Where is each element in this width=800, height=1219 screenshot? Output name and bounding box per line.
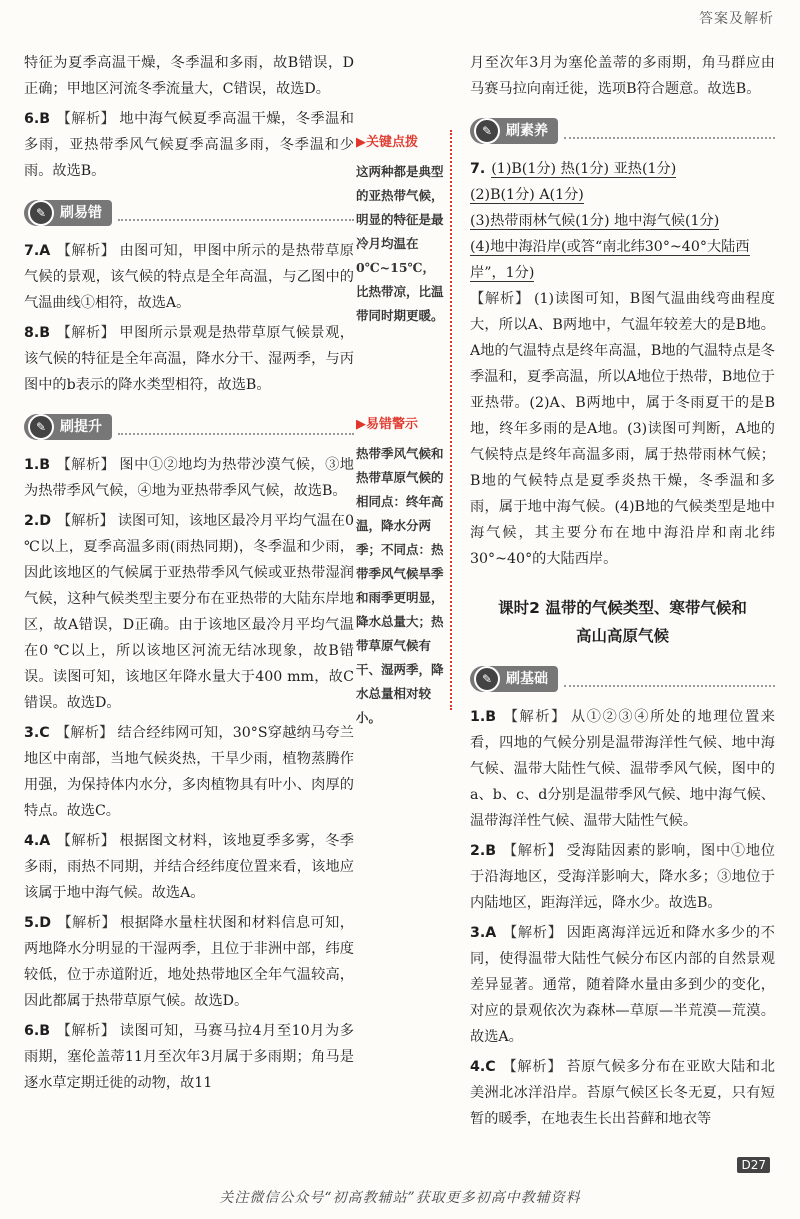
answer-number: 6.B: [24, 1023, 51, 1039]
answer-number: 2.B: [470, 843, 497, 859]
answer-text: 从①②③④所处的地理位置来看，四地的气候分别是温带海洋性气候、地中海气候、温带大陆性气候、温带季风气候，图中的a、b、c、d分别是温带季风气候、地中海气候、温带海洋性气候、温带大陆性气候。: [470, 709, 775, 829]
key-points-box: [356, 130, 446, 328]
answer-item: [24, 238, 354, 316]
answer-number: 7.: [470, 161, 486, 177]
lesson-title-line1: 课时2 温带的气候类型、寒带气候和: [498, 599, 747, 617]
analysis-tag: 【解析】: [56, 111, 116, 127]
answer-line: (4)地中海沿岸(或答“南北纬30°~40°大陆西岸”，1分): [470, 239, 750, 281]
arrow-icon: ▶: [356, 417, 366, 432]
section-title: 刷提升: [60, 419, 102, 435]
analysis-tag: 【解析】: [56, 457, 116, 473]
section-header: [470, 116, 775, 146]
key-points-text: 这两种都是典型的亚热带气候，明显的特征是最冷月均温在0℃~15℃，比热带凉，比温带同时期更暖。: [356, 164, 444, 323]
answer-text: 结合经纬网可知，30°S穿越纳马夸兰地区中南部，当地气候炎热，干旱少雨，植物蒸腾作用强，为保持体内水分，多肉植物具有叶小、肉厚的特点。故选C。: [24, 725, 354, 819]
answer-item: [24, 106, 354, 184]
section-title: 刷素养: [506, 123, 548, 139]
pencil-icon: ✎: [474, 118, 500, 144]
pencil-icon: ✎: [474, 666, 500, 692]
warning-title: ▶易错警示: [356, 417, 419, 432]
analysis-tag: 【解析】: [55, 725, 114, 741]
section-header: [24, 412, 354, 442]
answer-text: 甲图所示景观是热带草原气候景观，该气候的特征是全年高温，降水分干、湿两季，与丙图中的b表示的降水类型相符，故选B。: [24, 325, 354, 393]
sidebar-divider: [450, 130, 452, 710]
answer-number: 3.A: [470, 925, 497, 941]
page-footer: 关注微信公众号“初高教辅站”获取更多初高中教辅资料: [219, 1190, 581, 1206]
answer-text: 受海陆因素的影响，图中①地位于沿海地区，受海洋影响大，降水多；③地位于内陆地区，距海洋远，降水少。故选B。: [470, 843, 775, 911]
answer-item: [24, 720, 354, 824]
answer-text: 根据图文材料，该地夏季多雾，冬季多雨，雨热不同期，并结合经纬度位置来看，该地应该属于地中海气候。故选A。: [24, 833, 354, 901]
answer-text: 由图可知，甲图中所示的是热带草原气候的景观，该气候的特点是全年高温，与乙图中的气温曲线①相符，故选A。: [24, 243, 354, 311]
paragraph: 特征为夏季高温干燥，冬季温和多雨，故B错误，D正确；甲地区河流冬季流量大，C错误，故选D。: [24, 55, 354, 97]
pencil-icon: ✎: [28, 414, 54, 440]
answer-item: [24, 910, 354, 1014]
answer-item: [24, 452, 354, 504]
page-number: D27: [737, 1157, 770, 1173]
analysis-tag: 【解析】: [56, 1023, 116, 1039]
answer-item: [24, 508, 354, 716]
answer-text: 地中海气候夏季高温干燥，冬季温和多雨，亚热带季风气候夏季高温多雨，冬季温和少雨。故选B。: [24, 111, 354, 179]
answer-item: [470, 156, 775, 572]
answer-item: [24, 320, 354, 398]
section-badge: [24, 200, 112, 226]
answer-text: 读图可知，马赛马拉4月至10月为多雨期，塞伦盖蒂11月至次年3月属于多雨期；角马是逐水草定期迁徙的动物，故11: [24, 1023, 354, 1091]
answer-item: [470, 1054, 775, 1132]
section-header: [470, 664, 775, 694]
answer-number: 7.A: [24, 243, 51, 259]
analysis-tag: 【解析】: [502, 843, 563, 859]
answer-number: 3.C: [24, 725, 50, 741]
answer-text: (1)读图可知，B图气温曲线弯曲程度大，所以A、B两地中，气温年较差大的是B地。A地的气温特点是终年高温，B地的气温特点是冬季温和，夏季高温，所以A地位于热带，B地位于亚热带。(2)A、B两地中，属于冬雨夏干的是B地，终年多雨的是A地。(3)读图可判断，A地的气候特点是终年高温多雨，属于热带雨林气候；B地的气候特点是夏季炎热干燥，冬季温和多雨，属于地中海气候。(4)B地的气候类型是地中海气候，其主要分布在地中海沿岸和南北纬30°~40°的大陆西岸。: [470, 291, 775, 567]
answer-text: 苔原气候多分布在亚欧大陆和北美洲北冰洋沿岸。苔原气候区长冬无夏，只有短暂的暖季，在地表生长出苔藓和地衣等: [470, 1059, 775, 1127]
section-badge: [470, 666, 558, 692]
dotted-divider: [118, 205, 354, 221]
warning-box: [356, 412, 446, 730]
answer-number: 4.C: [470, 1059, 496, 1075]
analysis-tag: 【解析】: [57, 915, 117, 931]
answer-line: (2)B(1分) A(1分): [470, 187, 584, 203]
analysis-tag: 【解析】: [56, 325, 116, 341]
answer-item: [470, 704, 775, 834]
analysis-tag: 【解析】: [56, 243, 116, 259]
answer-number: 6.B: [24, 111, 51, 127]
answer-item: [470, 920, 775, 1050]
lesson-title-line2: 高山高原气候: [575, 627, 669, 645]
answer-number: 4.A: [24, 833, 51, 849]
section-header: [24, 198, 354, 228]
arrow-icon: ▶: [356, 135, 366, 150]
section-badge: [470, 118, 558, 144]
left-column: [24, 50, 354, 1100]
page-header: 答案及解析: [699, 11, 774, 27]
analysis-tag: 【解析】: [502, 709, 567, 725]
section-title: 刷易错: [60, 205, 102, 221]
answer-item: [24, 1018, 354, 1096]
answer-number: 1.B: [470, 709, 497, 725]
tips-column: [356, 130, 446, 725]
section-badge: [24, 414, 112, 440]
answer-line: (1)B(1分) 热(1分) 亚热(1分): [491, 161, 677, 177]
analysis-tag: 【解析】: [501, 1059, 563, 1075]
answer-item: [24, 828, 354, 906]
dotted-divider: [564, 123, 775, 139]
warning-text: 热带季风气候和热带草原气候的相同点：终年高温，降水分两季；不同点：热带季风气候旱季和雨季更明显，降水总量大；热带草原气候有干、湿两季，降水总量相对较小。: [356, 446, 444, 725]
paragraph: 月至次年3月为塞伦盖蒂的多雨期，角马群应由马赛马拉向南迁徙，选项B符合题意。故选B。: [470, 55, 775, 97]
answer-text: 读图可知，该地区最冷月平均气温在0 ℃以上，夏季高温多雨(雨热同期)，冬季温和少雨，因此该地区的气候属于亚热带季风气候或亚热带湿润气候，这种气候类型主要分布在亚热带的大陆东岸地区，故A错误，D正确。由于该地区最冷月平均气温在0 ℃以上，所以该地区河流无结冰现象，故B错误。读图可知，该地区年降水量大于400 mm，故C错误。故选D。: [24, 513, 354, 711]
answer-number: 8.B: [24, 325, 51, 341]
answer-number: 2.D: [24, 513, 52, 529]
analysis-tag: 【解析】: [502, 925, 563, 941]
dotted-divider: [118, 419, 354, 435]
analysis-tag: 【解析】: [470, 291, 530, 307]
pencil-icon: ✎: [28, 200, 54, 226]
answer-text: 因距离海洋远近和降水多少的不同，使得温带大陆性气候分布区内部的自然景观差异显著。通常，随着降水量由多到少的变化，对应的景观依次为森林—草原—半荒漠—荒漠。故选A。: [470, 925, 775, 1045]
right-column: [470, 50, 775, 1136]
answer-item: [470, 838, 775, 916]
dotted-divider: [564, 671, 775, 687]
answer-text: 根据降水量柱状图和材料信息可知，两地降水分明显的干湿两季，且位于非洲中部，纬度较低，位于赤道附近，地处热带地区全年气温较高，因此都属于热带草原气候。故选D。: [24, 915, 354, 1009]
section-title: 刷基础: [506, 671, 548, 687]
answer-number: 5.D: [24, 915, 52, 931]
lesson-title: [470, 594, 775, 650]
answer-text: 图中①②地均为热带沙漠气候，③地为热带季风气候，④地为亚热带季风气候，故选B。: [24, 457, 354, 499]
analysis-tag: 【解析】: [57, 513, 114, 529]
answer-number: 1.B: [24, 457, 51, 473]
key-points-title: ▶关键点拨: [356, 135, 419, 150]
analysis-tag: 【解析】: [56, 833, 116, 849]
answer-line: (3)热带雨林气候(1分) 地中海气候(1分): [470, 213, 720, 229]
